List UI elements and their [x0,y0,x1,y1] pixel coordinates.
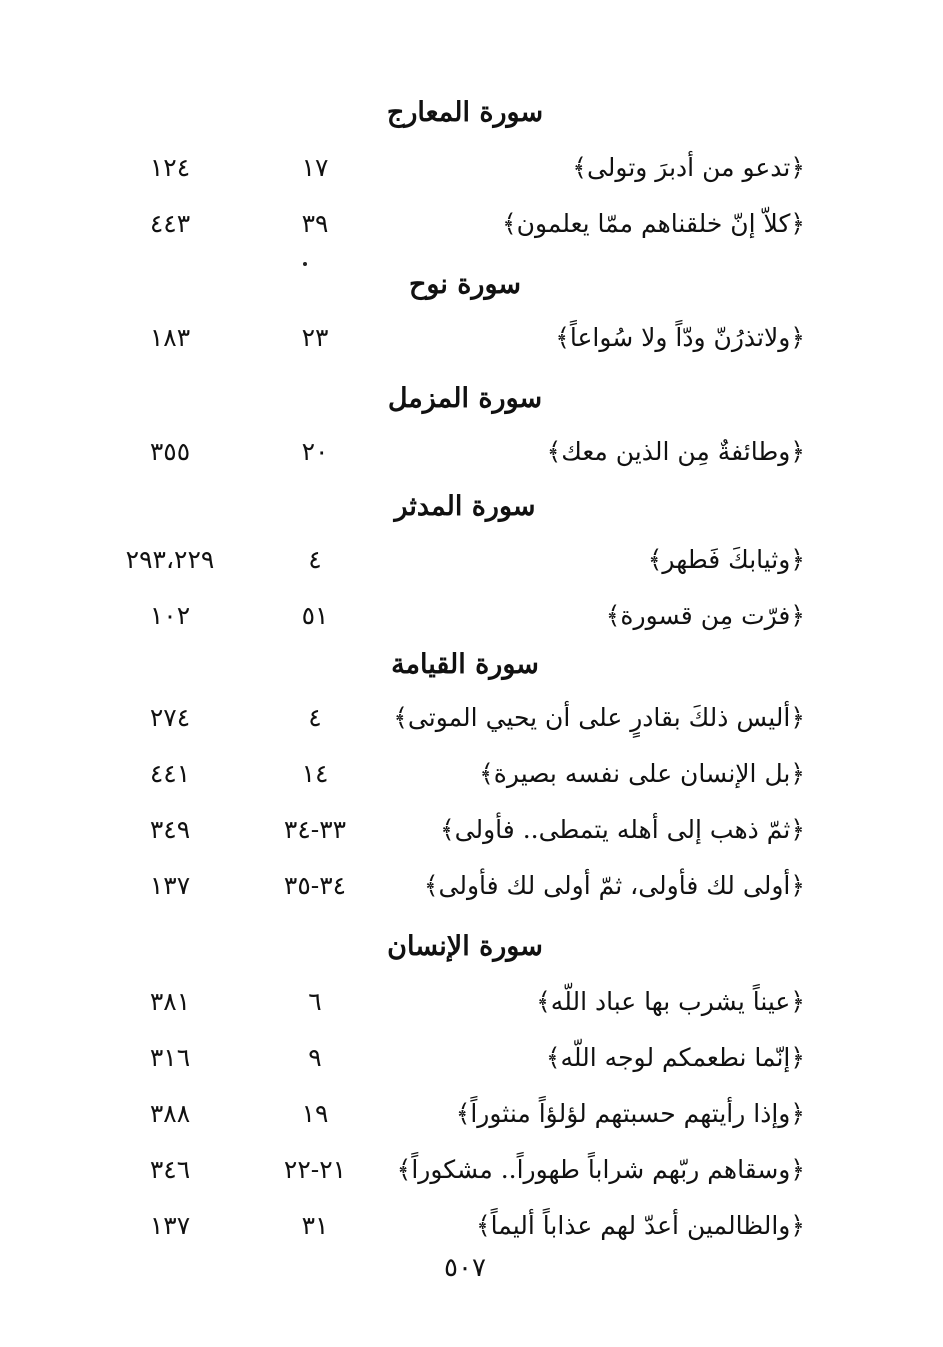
stray-dot [303,262,307,266]
verse-text: ﴿كلاّ إنّ خلقناهم ممّا يعلمون﴾ [501,209,805,238]
page-reference: ٤٤٣ [149,209,191,238]
verse-text: ﴿إنّما نطعمكم لوجه اللّه﴾ [545,1043,805,1072]
verse-row [0,866,943,906]
verse-text: ﴿وطائفةٌ مِن الذين معك﴾ [546,437,805,466]
page-reference: ٢٧٤ [149,703,191,732]
verse-text: ﴿وسقاهم ربّهم شراباً طهوراً.. مشكوراً﴾ [396,1155,805,1184]
verse-row [0,754,943,794]
verse-row [0,1038,943,1078]
section-heading-nuh: سورة نوح [408,269,522,300]
page-number: ٥٠٧ [444,1253,486,1283]
ayah-number: ٥١ [301,601,329,630]
verse-text: ﴿أليس ذلكَ بقادرٍ على أن يحيي الموتى﴾ [393,703,805,732]
page-reference: ١٣٧ [149,871,191,900]
page-reference: ١٨٣ [149,323,191,352]
ayah-number: ٣٤-٣٥ [283,871,347,900]
page-reference: ١٠٢ [149,601,191,630]
ayah-number: ١٧ [301,153,329,182]
verse-row [0,318,943,358]
ayah-number: ٢١-٢٢ [283,1155,347,1184]
ayah-number: ٦ [308,987,322,1016]
verse-text: ﴿تدعو من أدبرَ وتولى﴾ [572,153,805,182]
verse-row [0,810,943,850]
page-reference: ٣١٦ [149,1043,191,1072]
verse-text: ﴿ولاتذرُنّ ودّاً ولا سُواعاً﴾ [555,323,805,352]
ayah-number: ٤ [308,545,322,574]
verse-text: ﴿وإذا رأيتهم حسبتهم لؤلؤاً منثوراً﴾ [455,1099,805,1128]
page-reference: ١٣٧ [149,1211,191,1240]
verse-row [0,1094,943,1134]
page-reference: ١٢٤ [149,153,191,182]
ayah-number: ١٤ [301,759,329,788]
page-reference: ٢٩٣،٢٢٩ [125,545,215,574]
page-reference: ٣٥٥ [149,437,191,466]
ayah-number: ٣٣-٣٤ [283,815,347,844]
verse-text: ﴿والظالمين أعدّ لهم عذاباً أليماً﴾ [476,1211,805,1240]
verse-row [0,698,943,738]
ayah-number: ١٩ [301,1099,329,1128]
verse-text: ﴿عيناً يشرب بها عباد اللّه﴾ [536,987,805,1016]
section-heading-muzzammil: سورة المزمل [387,383,543,414]
verse-row [0,540,943,580]
verse-row [0,1206,943,1246]
verse-row [0,204,943,244]
verse-text: ﴿ثمّ ذهب إلى أهله يتمطى.. فأولى﴾ [440,815,805,844]
ayah-number: ٤ [308,703,322,732]
verse-row [0,148,943,188]
verse-text: ﴿فرّت مِن قسورة﴾ [605,601,805,630]
page-reference: ٣٨٨ [149,1099,191,1128]
ayah-number: ٢٣ [301,323,329,352]
verse-text: ﴿بل الإنسان على نفسه بصيرة﴾ [479,759,805,788]
page-reference: ٣٤٩ [149,815,191,844]
ayah-number: ٢٠ [301,437,329,466]
ayah-number: ٣٩ [301,209,329,238]
section-heading-qiyamah: سورة القيامة [391,649,539,680]
ayah-number: ٩ [308,1043,322,1072]
verse-text: ﴿أولى لك فأولى، ثمّ أولى لك فأولى﴾ [423,871,805,900]
section-heading-insan: سورة الإنسان [387,931,543,962]
page-reference: ٣٨١ [149,987,191,1016]
page-reference: ٣٤٦ [149,1155,191,1184]
section-heading-muddaththir: سورة المدثر [394,491,536,522]
verse-text: ﴿وثيابكَ فَطهر﴾ [647,545,805,574]
ayah-number: ٣١ [301,1211,329,1240]
verse-row [0,596,943,636]
page-reference: ٤٤١ [149,759,191,788]
verse-row [0,982,943,1022]
section-heading-maarij: سورة المعارج [386,97,544,128]
verse-row [0,1150,943,1190]
verse-row [0,432,943,472]
